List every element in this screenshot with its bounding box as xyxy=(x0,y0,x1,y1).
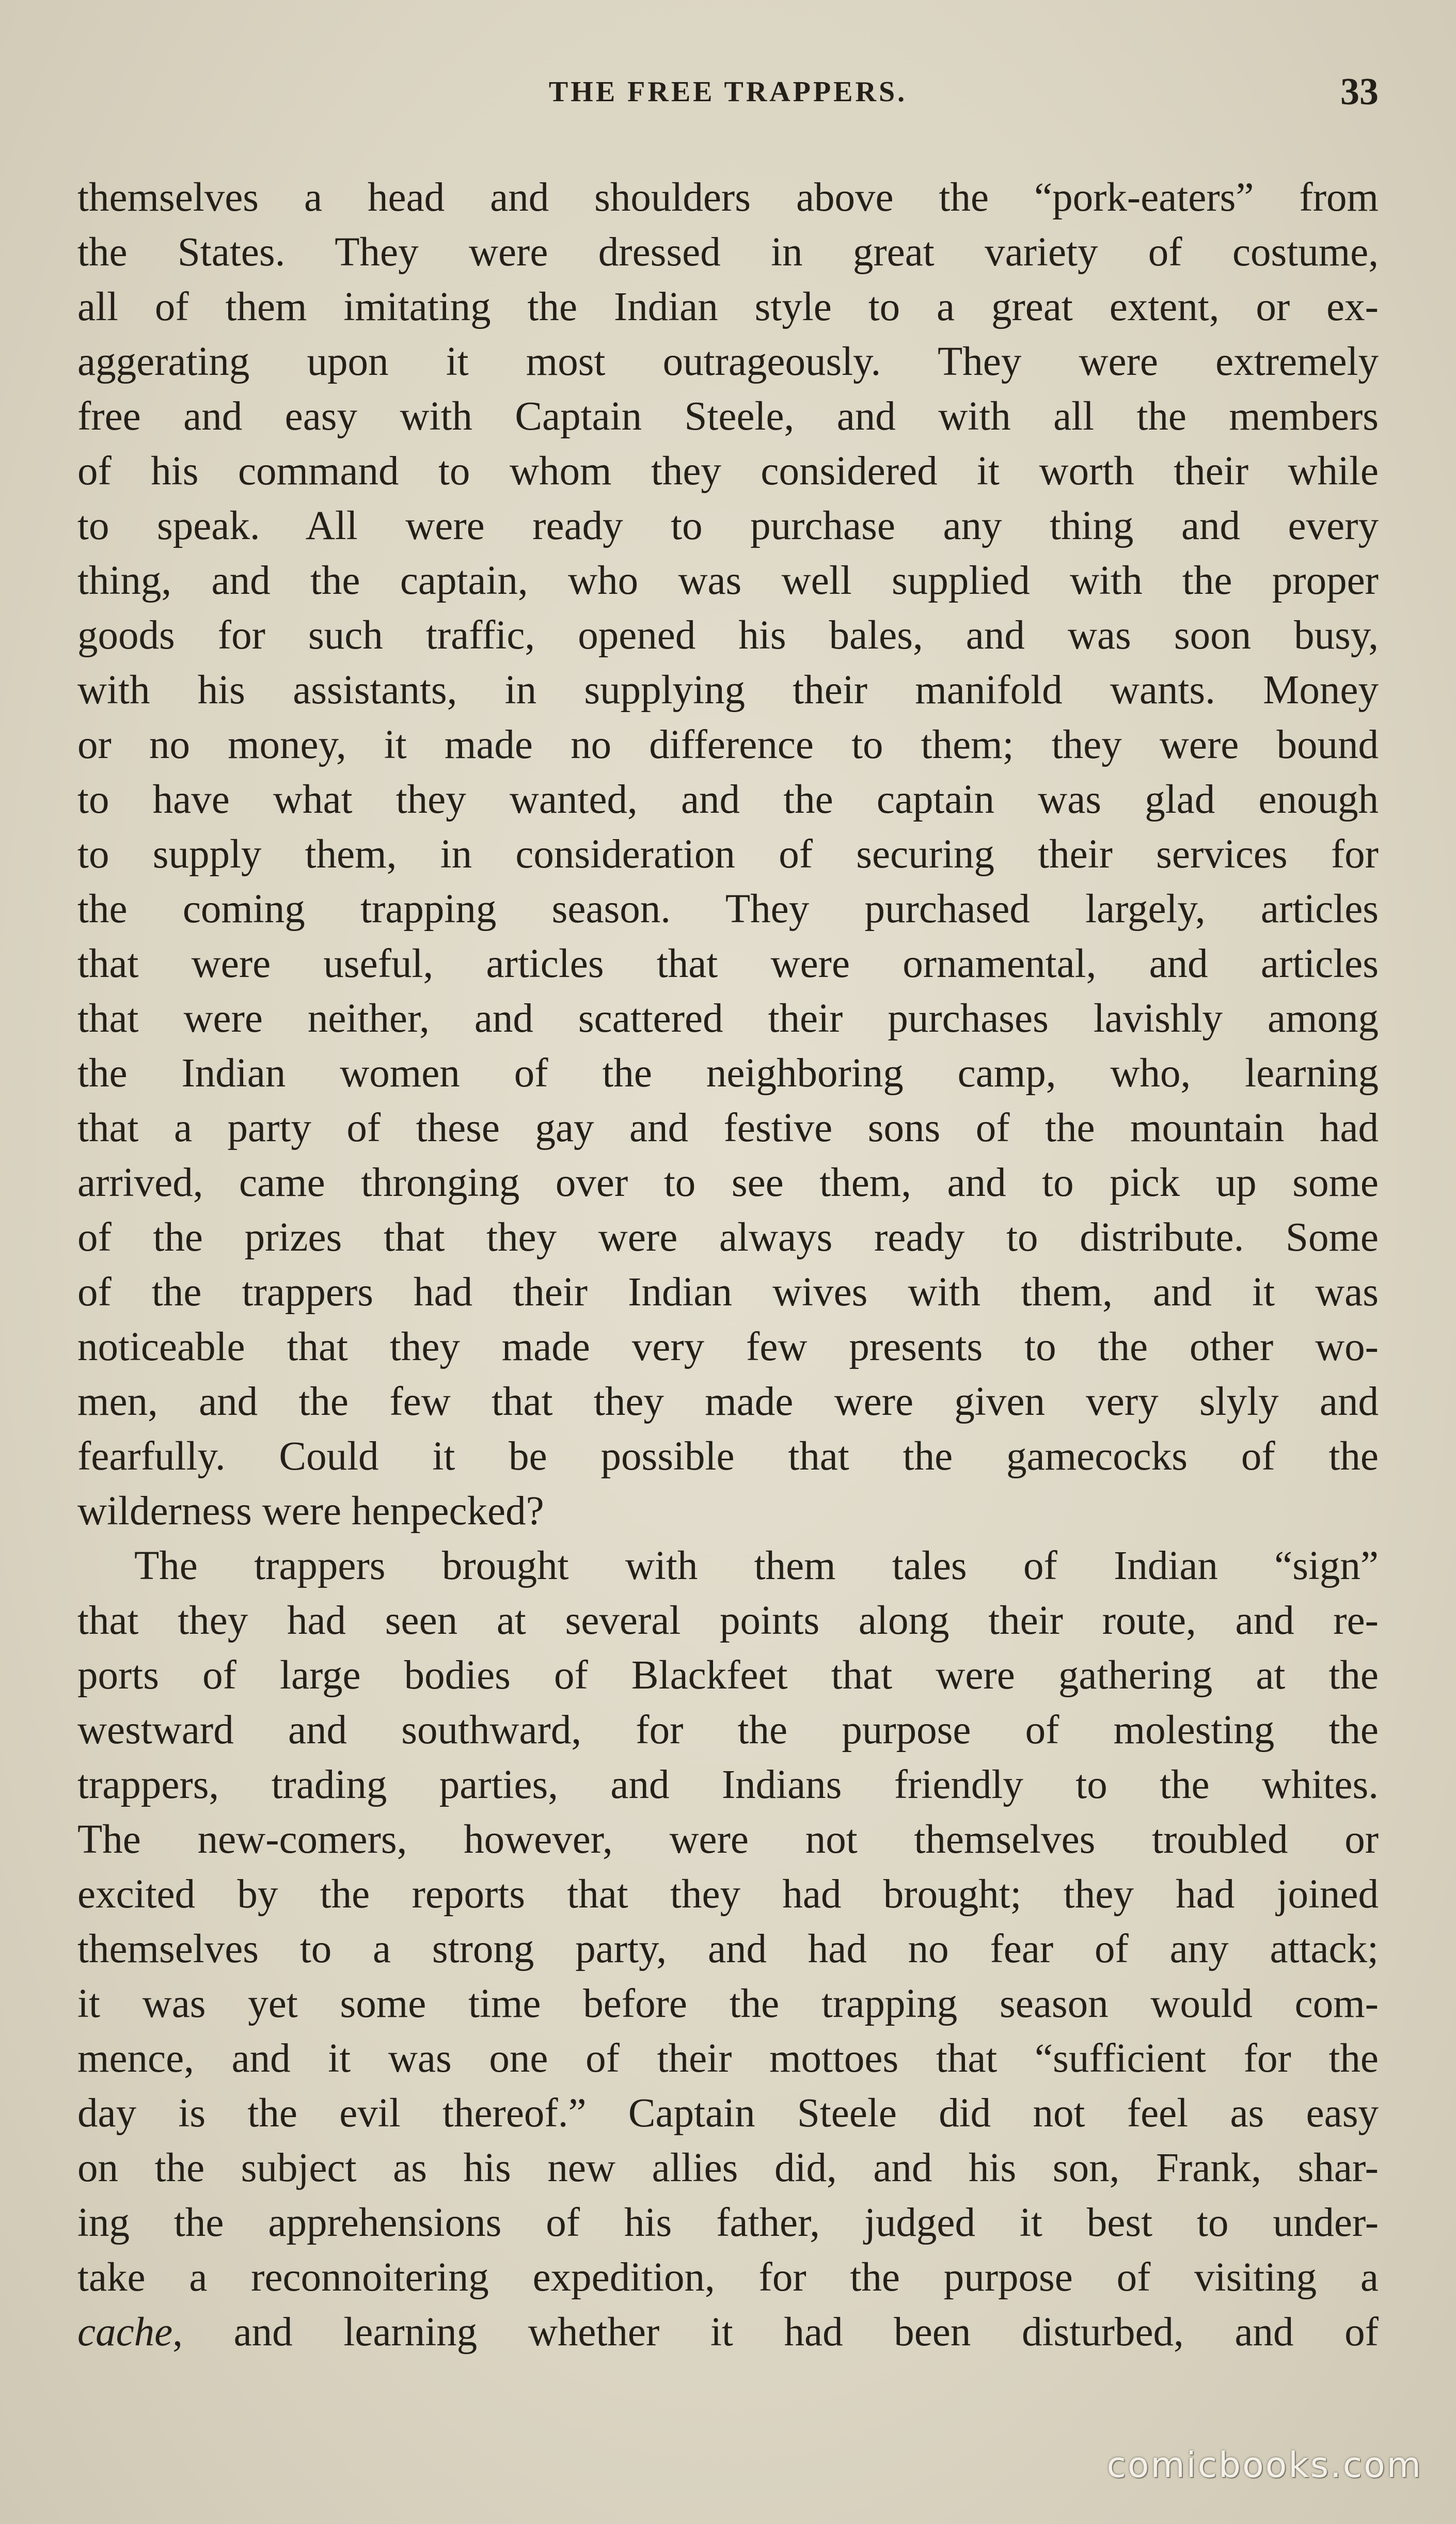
text-line: to supply them, in consideration of securing their services for xyxy=(77,832,1379,877)
text-line: that a party of these gay and festive sons of the mountain had xyxy=(77,1106,1379,1150)
text-line: noticeable that they made very few presents to the other wo- xyxy=(77,1324,1379,1369)
text-line: thing, and the captain, who was well supplied with the proper xyxy=(77,558,1379,603)
text-line: westward and southward, for the purpose of molesting the xyxy=(77,1708,1379,1753)
text-line: to speak. All were ready to purchase any thing and every xyxy=(77,503,1379,548)
text-line: that were neither, and scattered their purchases lavishly among xyxy=(77,996,1379,1041)
running-head xyxy=(0,67,1456,119)
text-line: The new-comers, however, were not themselves troubled or xyxy=(77,1817,1379,1862)
text-line: themselves to a strong party, and had no fear of any attack; xyxy=(77,1927,1379,1971)
running-head-title: THE FREE TRAPPERS. xyxy=(548,76,908,108)
body-text xyxy=(77,170,1379,2360)
text-line: ports of large bodies of Blackfeet that were gathering at the xyxy=(77,1653,1379,1698)
text-line: take a reconnoitering expedition, for the purpose of visiting a xyxy=(77,2255,1379,2300)
watermark: comicbooks.com xyxy=(1106,2445,1422,2486)
text-line: or no money, it made no difference to them; they were bound xyxy=(77,722,1379,767)
text-line: themselves a head and shoulders above the “pork-eaters” from xyxy=(77,175,1379,220)
text-line: trappers, trading parties, and Indians friendly to the whites. xyxy=(77,1762,1379,1807)
text-line: arrived, came thronging over to see them, and to pick up some xyxy=(77,1160,1379,1205)
text-line: ing the apprehensions of his father, judged it best to under- xyxy=(77,2200,1379,2245)
text-line: on the subject as his new allies did, and his son, Frank, shar- xyxy=(77,2146,1379,2190)
text-line: men, and the few that they made were given very slyly and xyxy=(77,1379,1379,1424)
text-line: excited by the reports that they had brought; they had joined xyxy=(77,1872,1379,1917)
text-line: to have what they wanted, and the captain was glad enough xyxy=(77,777,1379,822)
text-line: the coming trapping season. They purchased largely, articles xyxy=(77,887,1379,932)
italic-word-cache: cache xyxy=(77,2310,173,2355)
text-line: it was yet some time before the trapping season would com- xyxy=(77,1981,1379,2026)
text-line: free and easy with Captain Steele, and with all the members xyxy=(77,394,1379,439)
text-line: of the trappers had their Indian wives with them, and it was xyxy=(77,1270,1379,1315)
text-line: that were useful, articles that were ornamental, and articles xyxy=(77,941,1379,986)
text-line: day is the evil thereof.” Captain Steele did not feel as easy xyxy=(77,2091,1379,2136)
text-line: that they had seen at several points along their route, and re- xyxy=(77,1598,1379,1643)
text-line: fearfully. Could it be possible that the gamecocks of the xyxy=(77,1434,1379,1479)
text-line: all of them imitating the Indian style to a great extent, or ex- xyxy=(77,285,1379,329)
text-line xyxy=(77,2305,1379,2360)
text-line: the Indian women of the neighboring camp, who, learning xyxy=(77,1051,1379,1096)
paragraph-start-line: The trappers brought with them tales of Indian “sign” xyxy=(134,1543,1379,1588)
text-line: of the prizes that they were always ready to distribute. Some xyxy=(77,1215,1379,1260)
final-line-text: , and learning whether it had been disturbed, and of xyxy=(172,2310,1379,2355)
text-line: mence, and it was one of their mottoes that “sufficient for the xyxy=(77,2036,1379,2081)
text-line: of his command to whom they considered it worth their while xyxy=(77,449,1379,494)
text-line: the States. They were dressed in great variety of costume, xyxy=(77,230,1379,275)
text-line: with his assistants, in supplying their manifold wants. Money xyxy=(77,668,1379,713)
paragraph-end-line: wilderness were henpecked? xyxy=(77,1489,544,1534)
text-line: goods for such traffic, opened his bales, and was soon busy, xyxy=(77,613,1379,658)
text-line: aggerating upon it most outrageously. They were extremely xyxy=(77,339,1379,384)
page-number: 33 xyxy=(1340,71,1379,113)
